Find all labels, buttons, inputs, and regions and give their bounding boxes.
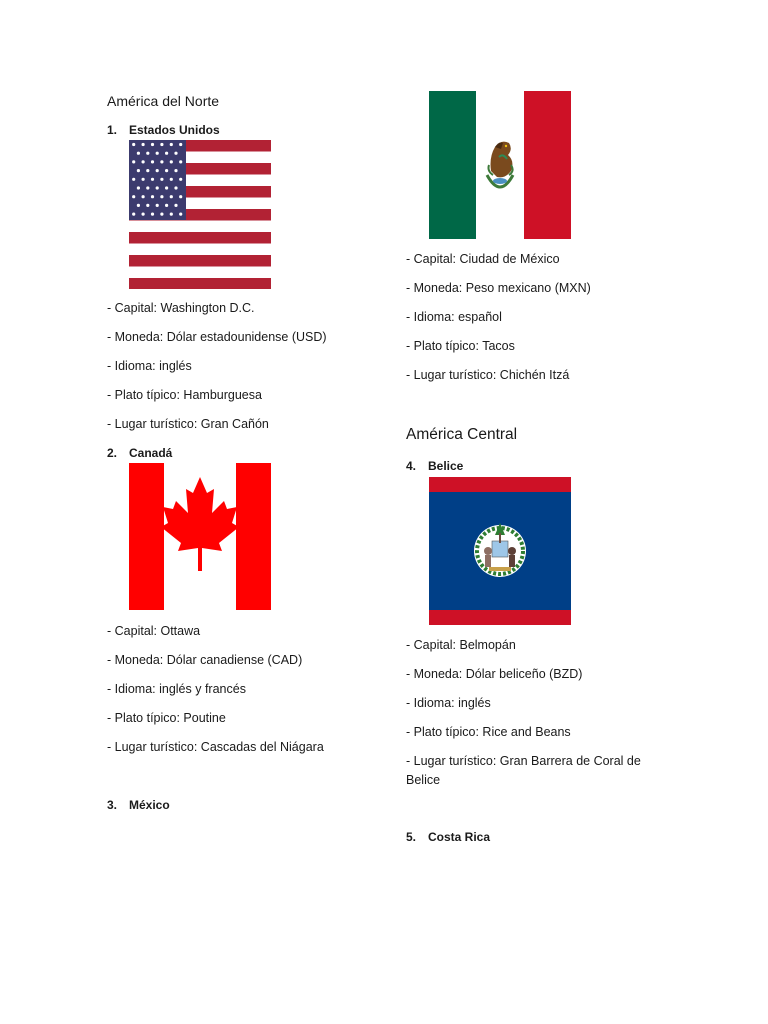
fact-language: - Idioma: español	[406, 310, 502, 324]
fact-dish: - Plato típico: Rice and Beans	[406, 725, 571, 739]
country-heading-costa-rica	[406, 830, 490, 844]
facts-belize	[406, 636, 656, 790]
belize-flag-icon	[429, 477, 571, 625]
fact-dish: - Plato típico: Poutine	[107, 711, 226, 725]
country-number: 1.	[107, 123, 118, 137]
mexico-flag-icon	[429, 91, 571, 239]
fact-tourist-site: - Lugar turístico: Chichén Itzá	[406, 368, 570, 382]
facts-canada	[107, 622, 324, 757]
country-number: 3.	[107, 798, 118, 812]
us-flag-icon	[129, 140, 271, 289]
fact-currency: - Moneda: Peso mexicano (MXN)	[406, 281, 591, 295]
country-heading-mexico	[107, 798, 170, 812]
country-heading-usa	[107, 123, 220, 137]
fact-capital: - Capital: Belmopán	[406, 638, 516, 652]
country-heading-belize	[406, 459, 463, 473]
country-number: 4.	[406, 459, 417, 473]
fact-language: - Idioma: inglés	[107, 359, 192, 373]
country-name: Canadá	[129, 446, 173, 460]
facts-mexico	[406, 250, 591, 385]
fact-tourist-site: - Lugar turístico: Gran Barrera de Coral de Belice	[406, 754, 641, 787]
fact-tourist-site: - Lugar turístico: Cascadas del Niágara	[107, 740, 324, 754]
country-heading-canada	[107, 446, 172, 460]
country-name: México	[129, 798, 170, 812]
country-name: Costa Rica	[428, 830, 491, 844]
fact-capital: - Capital: Ottawa	[107, 624, 201, 638]
fact-currency: - Moneda: Dólar estadounidense (USD)	[107, 330, 327, 344]
fact-dish: - Plato típico: Tacos	[406, 339, 515, 353]
country-name: Belice	[428, 459, 464, 473]
fact-capital: - Capital: Ciudad de México	[406, 252, 560, 266]
facts-usa	[107, 299, 327, 434]
country-number: 5.	[406, 830, 417, 844]
canada-flag-icon	[129, 463, 271, 610]
fact-currency: - Moneda: Dólar canadiense (CAD)	[107, 653, 303, 667]
section-title-north-america: América del Norte	[107, 93, 220, 109]
fact-tourist-site: - Lugar turístico: Gran Cañón	[107, 417, 269, 431]
section-title-central-america: América Central	[406, 426, 518, 443]
fact-dish: - Plato típico: Hamburguesa	[107, 388, 262, 402]
country-name: Estados Unidos	[129, 123, 220, 137]
fact-language: - Idioma: inglés y francés	[107, 682, 246, 696]
fact-currency: - Moneda: Dólar beliceño (BZD)	[406, 667, 583, 681]
fact-language: - Idioma: inglés	[406, 696, 491, 710]
fact-capital: - Capital: Washington D.C.	[107, 301, 255, 315]
country-number: 2.	[107, 446, 118, 460]
